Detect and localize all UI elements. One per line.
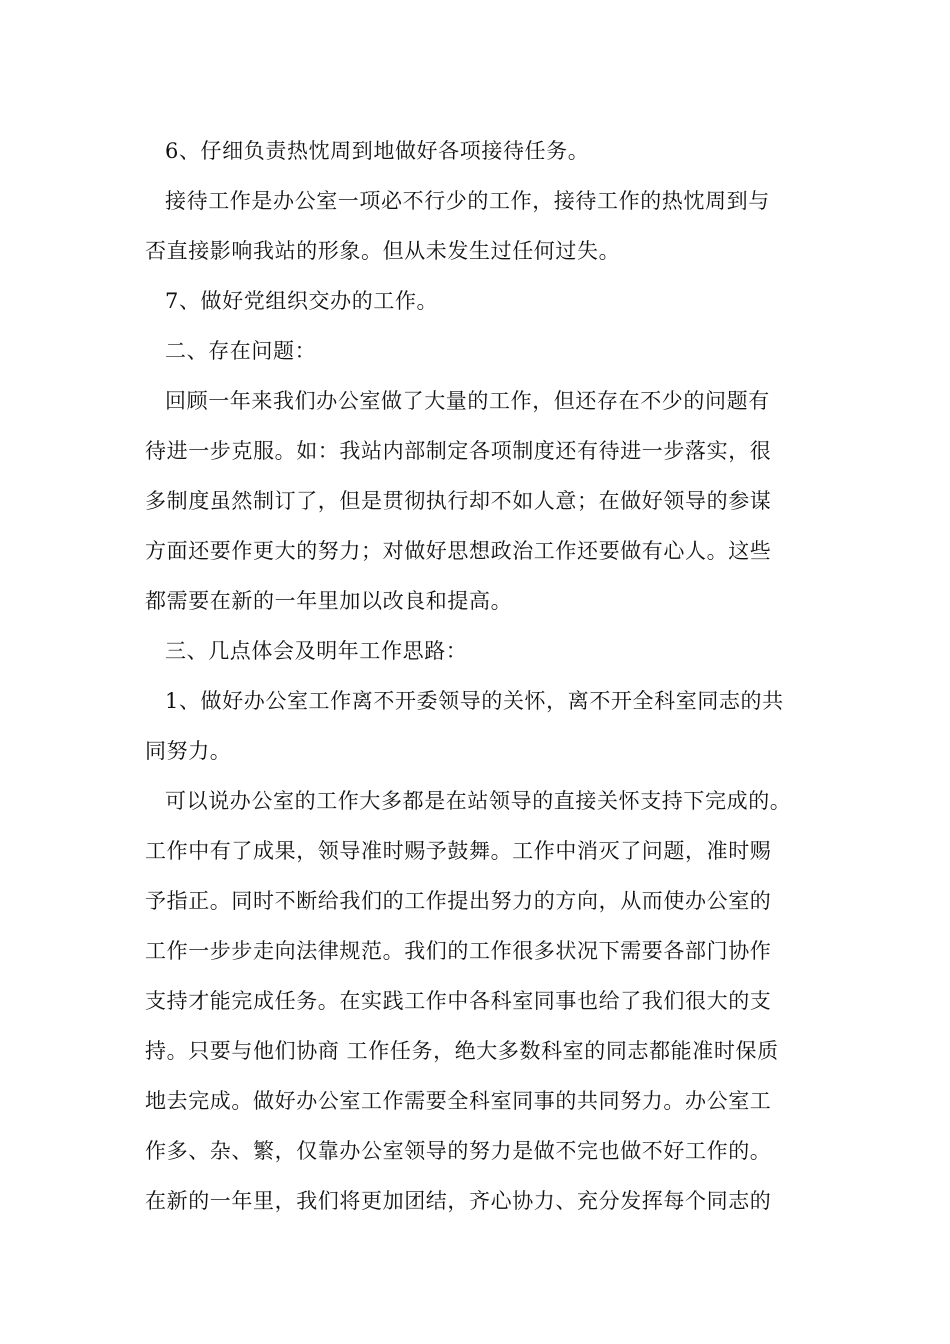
section-heading: 二、存在问题： (165, 339, 317, 363)
paragraph-line: 接待工作是办公室一项必不行少的工作，接待工作的热忱周到与 (165, 189, 770, 213)
paragraph-line: 在新的一年里，我们将更加团结，齐心协力、充分发挥每个同志的 (145, 1189, 772, 1213)
paragraph-line: 予指正。同时不断给我们的工作提出努力的方向，从而使办公室的 (145, 889, 772, 913)
paragraph-line: 1、做好办公室工作离不开委领导的关怀，离不开全科室同志的共 (165, 689, 784, 713)
section-heading: 三、几点体会及明年工作思路： (165, 639, 468, 663)
paragraph-line: 支持才能完成任务。在实践工作中各科室同事也给了我们很大的支 (145, 989, 772, 1013)
paragraph-line: 都需要在新的一年里加以改良和提高。 (145, 589, 513, 613)
paragraph-line: 工作一步步走向法律规范。我们的工作很多状况下需要各部门协作 (145, 939, 772, 963)
paragraph-line: 工作中有了成果，领导准时赐予鼓舞。工作中消灭了问题，准时赐 (145, 839, 772, 863)
paragraph-line: 同努力。 (145, 739, 232, 763)
paragraph-line: 7、做好党组织交办的工作。 (165, 289, 439, 313)
paragraph-line: 回顾一年来我们办公室做了大量的工作，但还存在不少的问题有 (165, 389, 770, 413)
paragraph-line: 待进一步克服。如：我站内部制定各项制度还有待进一步落实，很 (145, 439, 772, 463)
paragraph-line: 方面还要作更大的努力；对做好思想政治工作还要做有心人。这些 (145, 539, 772, 563)
paragraph-line: 地去完成。做好办公室工作需要全科室同事的共同努力。办公室工 (145, 1089, 772, 1113)
paragraph-line: 持。只要与他们协商 工作任务，绝大多数科室的同志都能准时保质 (145, 1039, 779, 1063)
paragraph-line: 作多、杂、繁，仅靠办公室领导的努力是做不完也做不好工作的。 (145, 1139, 772, 1163)
paragraph-line: 可以说办公室的工作大多都是在站领导的直接关怀支持下完成的。 (165, 789, 792, 813)
paragraph-line: 否直接影响我站的形象。但从未发生过任何过失。 (145, 239, 621, 263)
paragraph-line: 多制度虽然制订了，但是贯彻执行却不如人意；在做好领导的参谋 (145, 489, 772, 513)
paragraph-line: 6、仔细负责热忱周到地做好各项接待任务。 (165, 139, 590, 163)
